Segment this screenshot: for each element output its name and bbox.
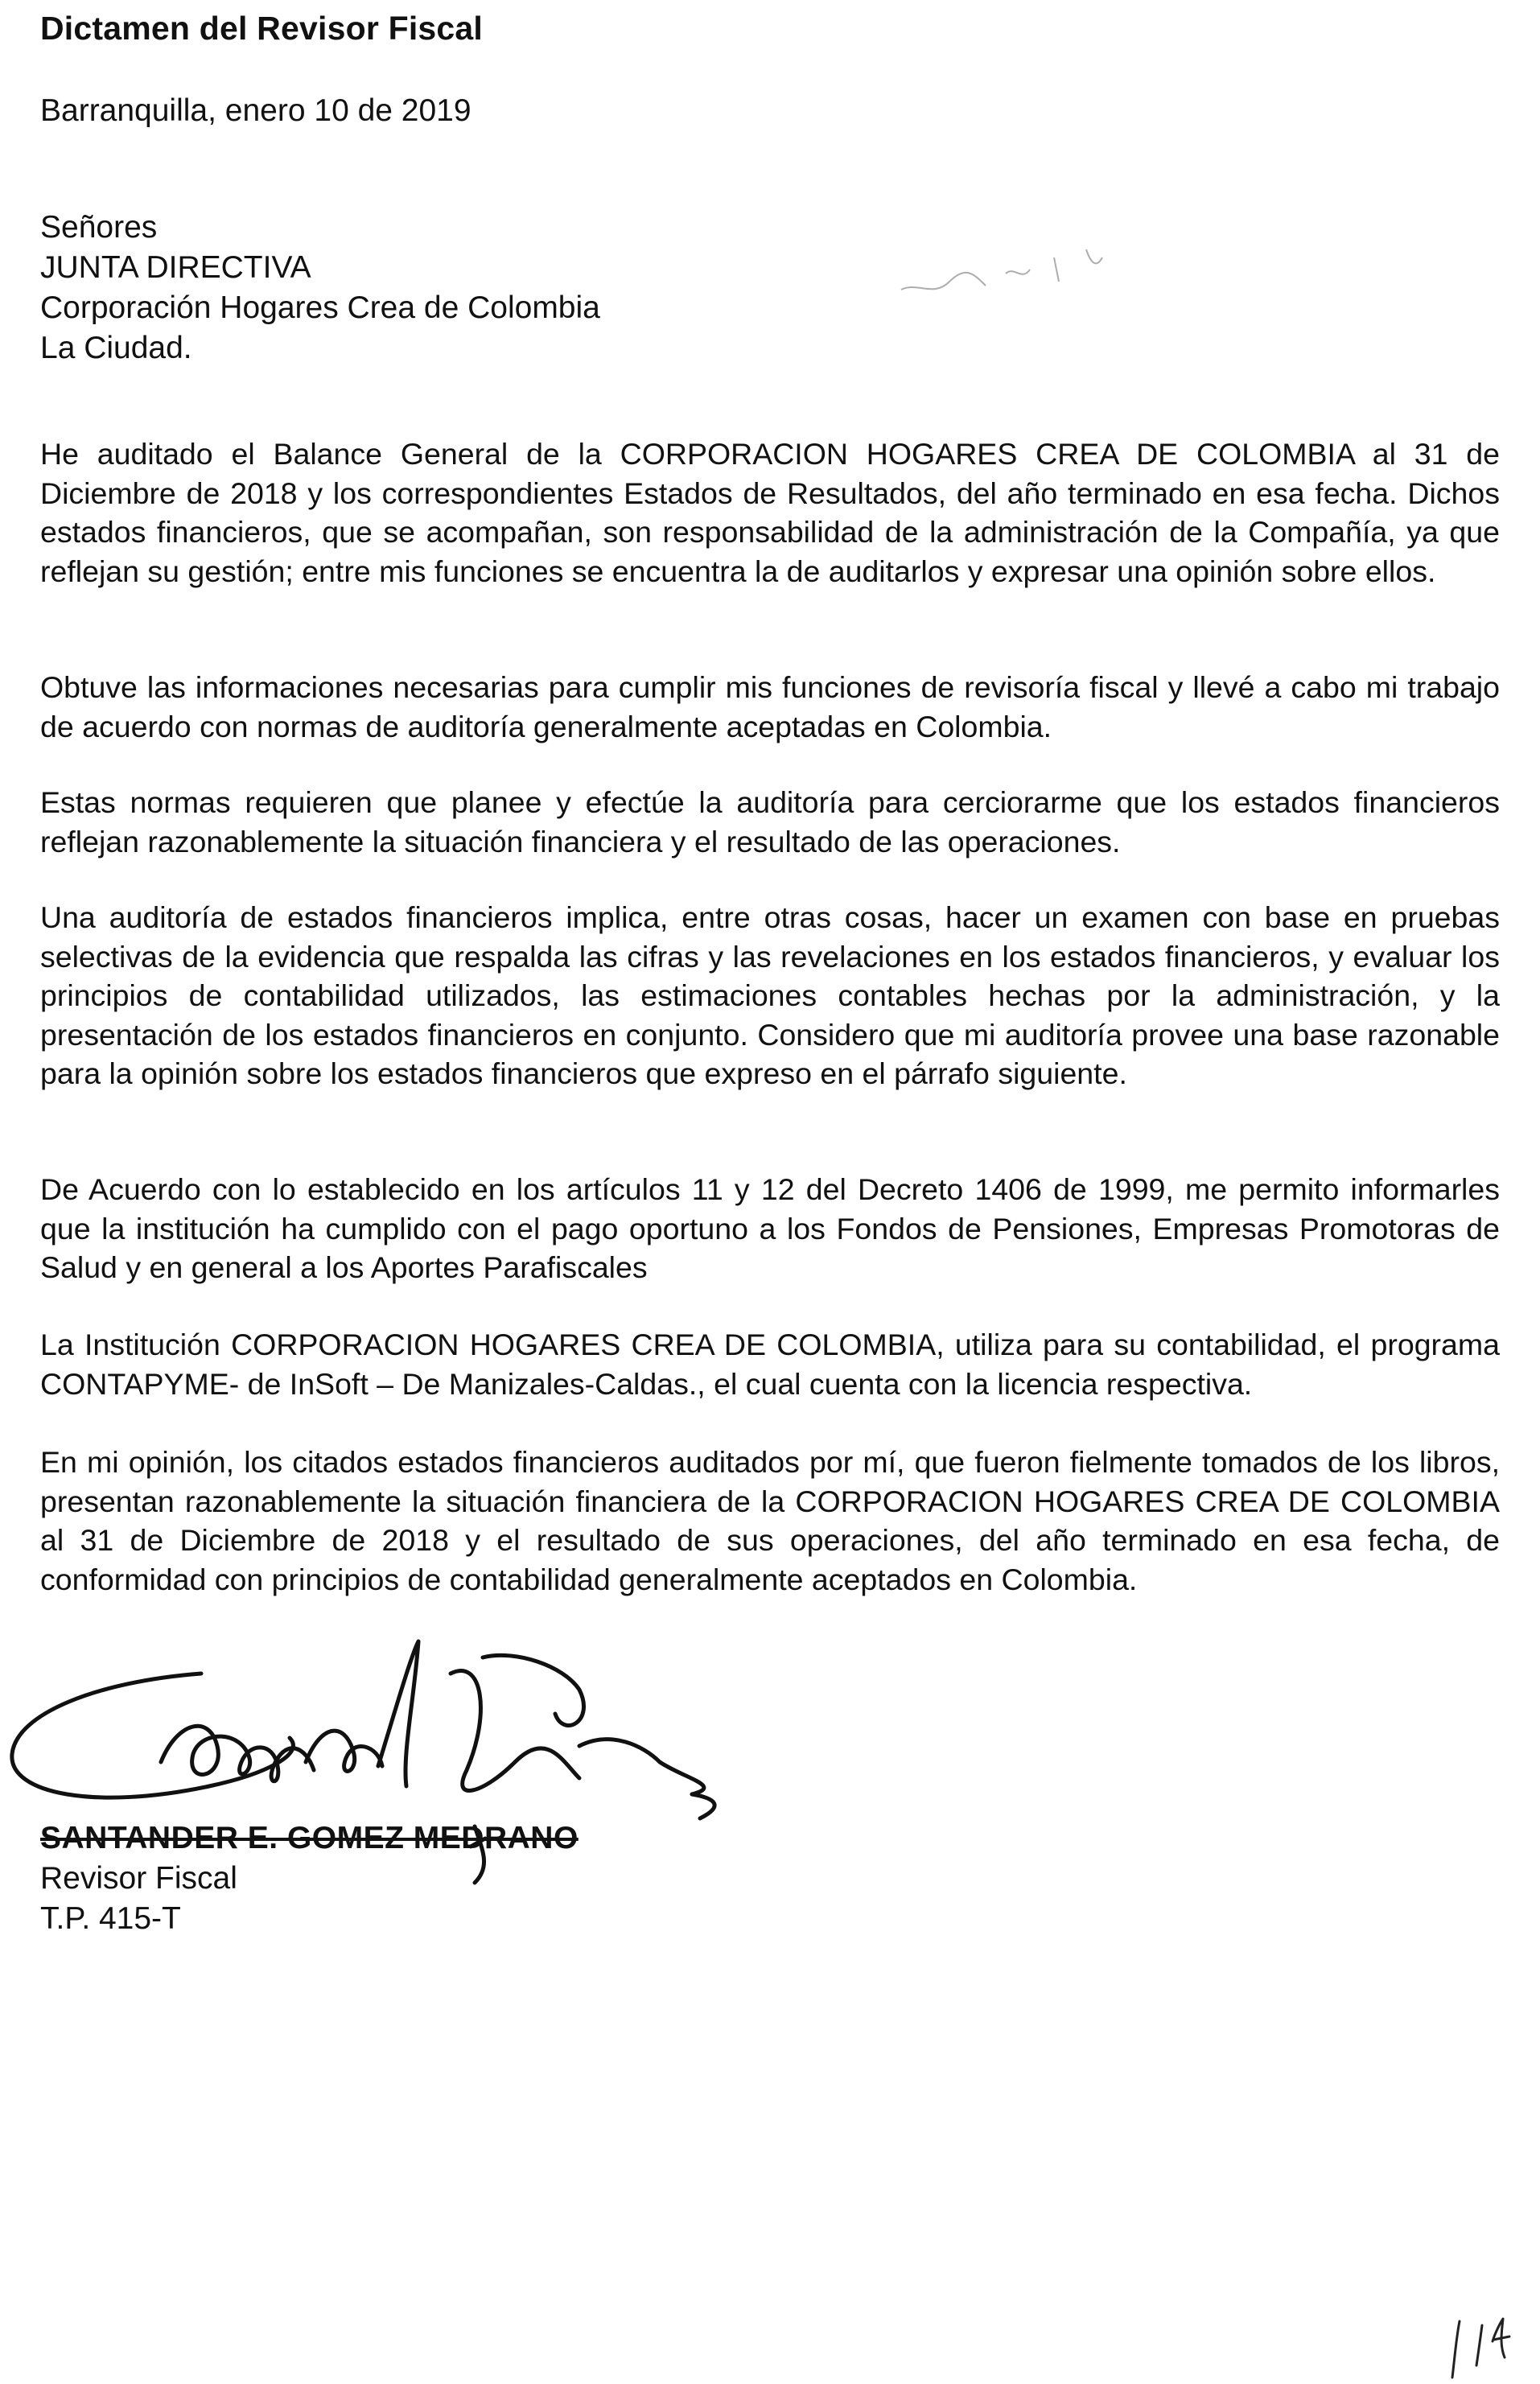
recipient-organization: Corporación Hogares Crea de Colombia bbox=[40, 290, 600, 325]
recipient-board: JUNTA DIRECTIVA bbox=[40, 250, 311, 285]
paragraph-audit-scope: He auditado el Balance General de la CORPORACION HOGARES CREA DE COLOMBIA al 31 de Diciembre de 2018 y los correspondientes Estados de Resultados, del año terminado en esa fecha. Dichos estados financieros, que se acompañan, son responsabilidad de la administración de la Compañía, ya que reflejan su gestión; entre mis funciones se encuentra la de auditarlos y expresar una opinión sobre ellos. bbox=[40, 437, 1500, 588]
recipient-city: La Ciudad. bbox=[40, 331, 192, 365]
paragraph-software: La Institución CORPORACION HOGARES CREA DE COLOMBIA, utiliza para su contabilidad, el programa CONTAPYME- de InSoft – De Manizales-Caldas., el cual cuenta con la licencia respectiva. bbox=[40, 1328, 1500, 1401]
paragraph-audit-nature: Una auditoría de estados financieros implica, entre otras cosas, hacer un examen con base en pruebas selectivas de la evidencia que respalda las cifras y las revelaciones en los estados financieros, y evaluar los principios de contabilidad utilizados, las estimaciones contables hechas por la administración, y la presentación de los estados financieros en conjunto. Considero que mi auditoría provee una base razonable para la opinión sobre los estados financieros que expreso en el párrafo siguiente. bbox=[40, 900, 1500, 1090]
paragraph-opinion: En mi opinión, los citados estados financieros auditados por mí, que fueron fielmente tomados de los libros, presentan razonablemente la situación financiera de la CORPORACION HOGARES CREA DE COLOMBIA al 31 de Diciembre de 2018 y el resultado de sus operaciones, del año terminado en esa fecha, de conformidad con principios de contabilidad generalmente aceptados en Colombia. bbox=[40, 1445, 1500, 1596]
date-line: Barranquilla, enero 10 de 2019 bbox=[40, 93, 471, 128]
paragraph-standards: Estas normas requieren que planee y efectúe la auditoría para cerciorarme que los estados financieros reflejan razonablemente la situación financiera y el resultado de las operaciones. bbox=[40, 785, 1500, 858]
paragraph-information: Obtuve las informaciones necesarias para cumplir mis funciones de revisoría fiscal y llevé a cabo mi trabajo de acuerdo con normas de auditoría generalmente aceptadas en Colombia. bbox=[40, 670, 1500, 743]
recipient-block bbox=[40, 208, 600, 369]
recipient-salutation: Señores bbox=[40, 210, 158, 245]
paragraph-decree-compliance: De Acuerdo con lo establecido en los artículos 11 y 12 del Decreto 1406 de 1999, me permito informarles que la institución ha cumplido con el pago oportuno a los Fondos de Pensiones, Empresas Promotoras de Salud y en general a los Aportes Parafiscales bbox=[40, 1172, 1500, 1284]
signer-name: SANTANDER E. GOMEZ MEDRANO bbox=[40, 1821, 579, 1855]
handwritten-page-number bbox=[1432, 2309, 1521, 2382]
document-title: Dictamen del Revisor Fiscal bbox=[40, 10, 484, 47]
signer-license: T.P. 415-T bbox=[40, 1901, 181, 1936]
scan-scribble-mark bbox=[885, 225, 1175, 322]
signer-block bbox=[40, 1818, 579, 1939]
signer-role: Revisor Fiscal bbox=[40, 1861, 237, 1896]
